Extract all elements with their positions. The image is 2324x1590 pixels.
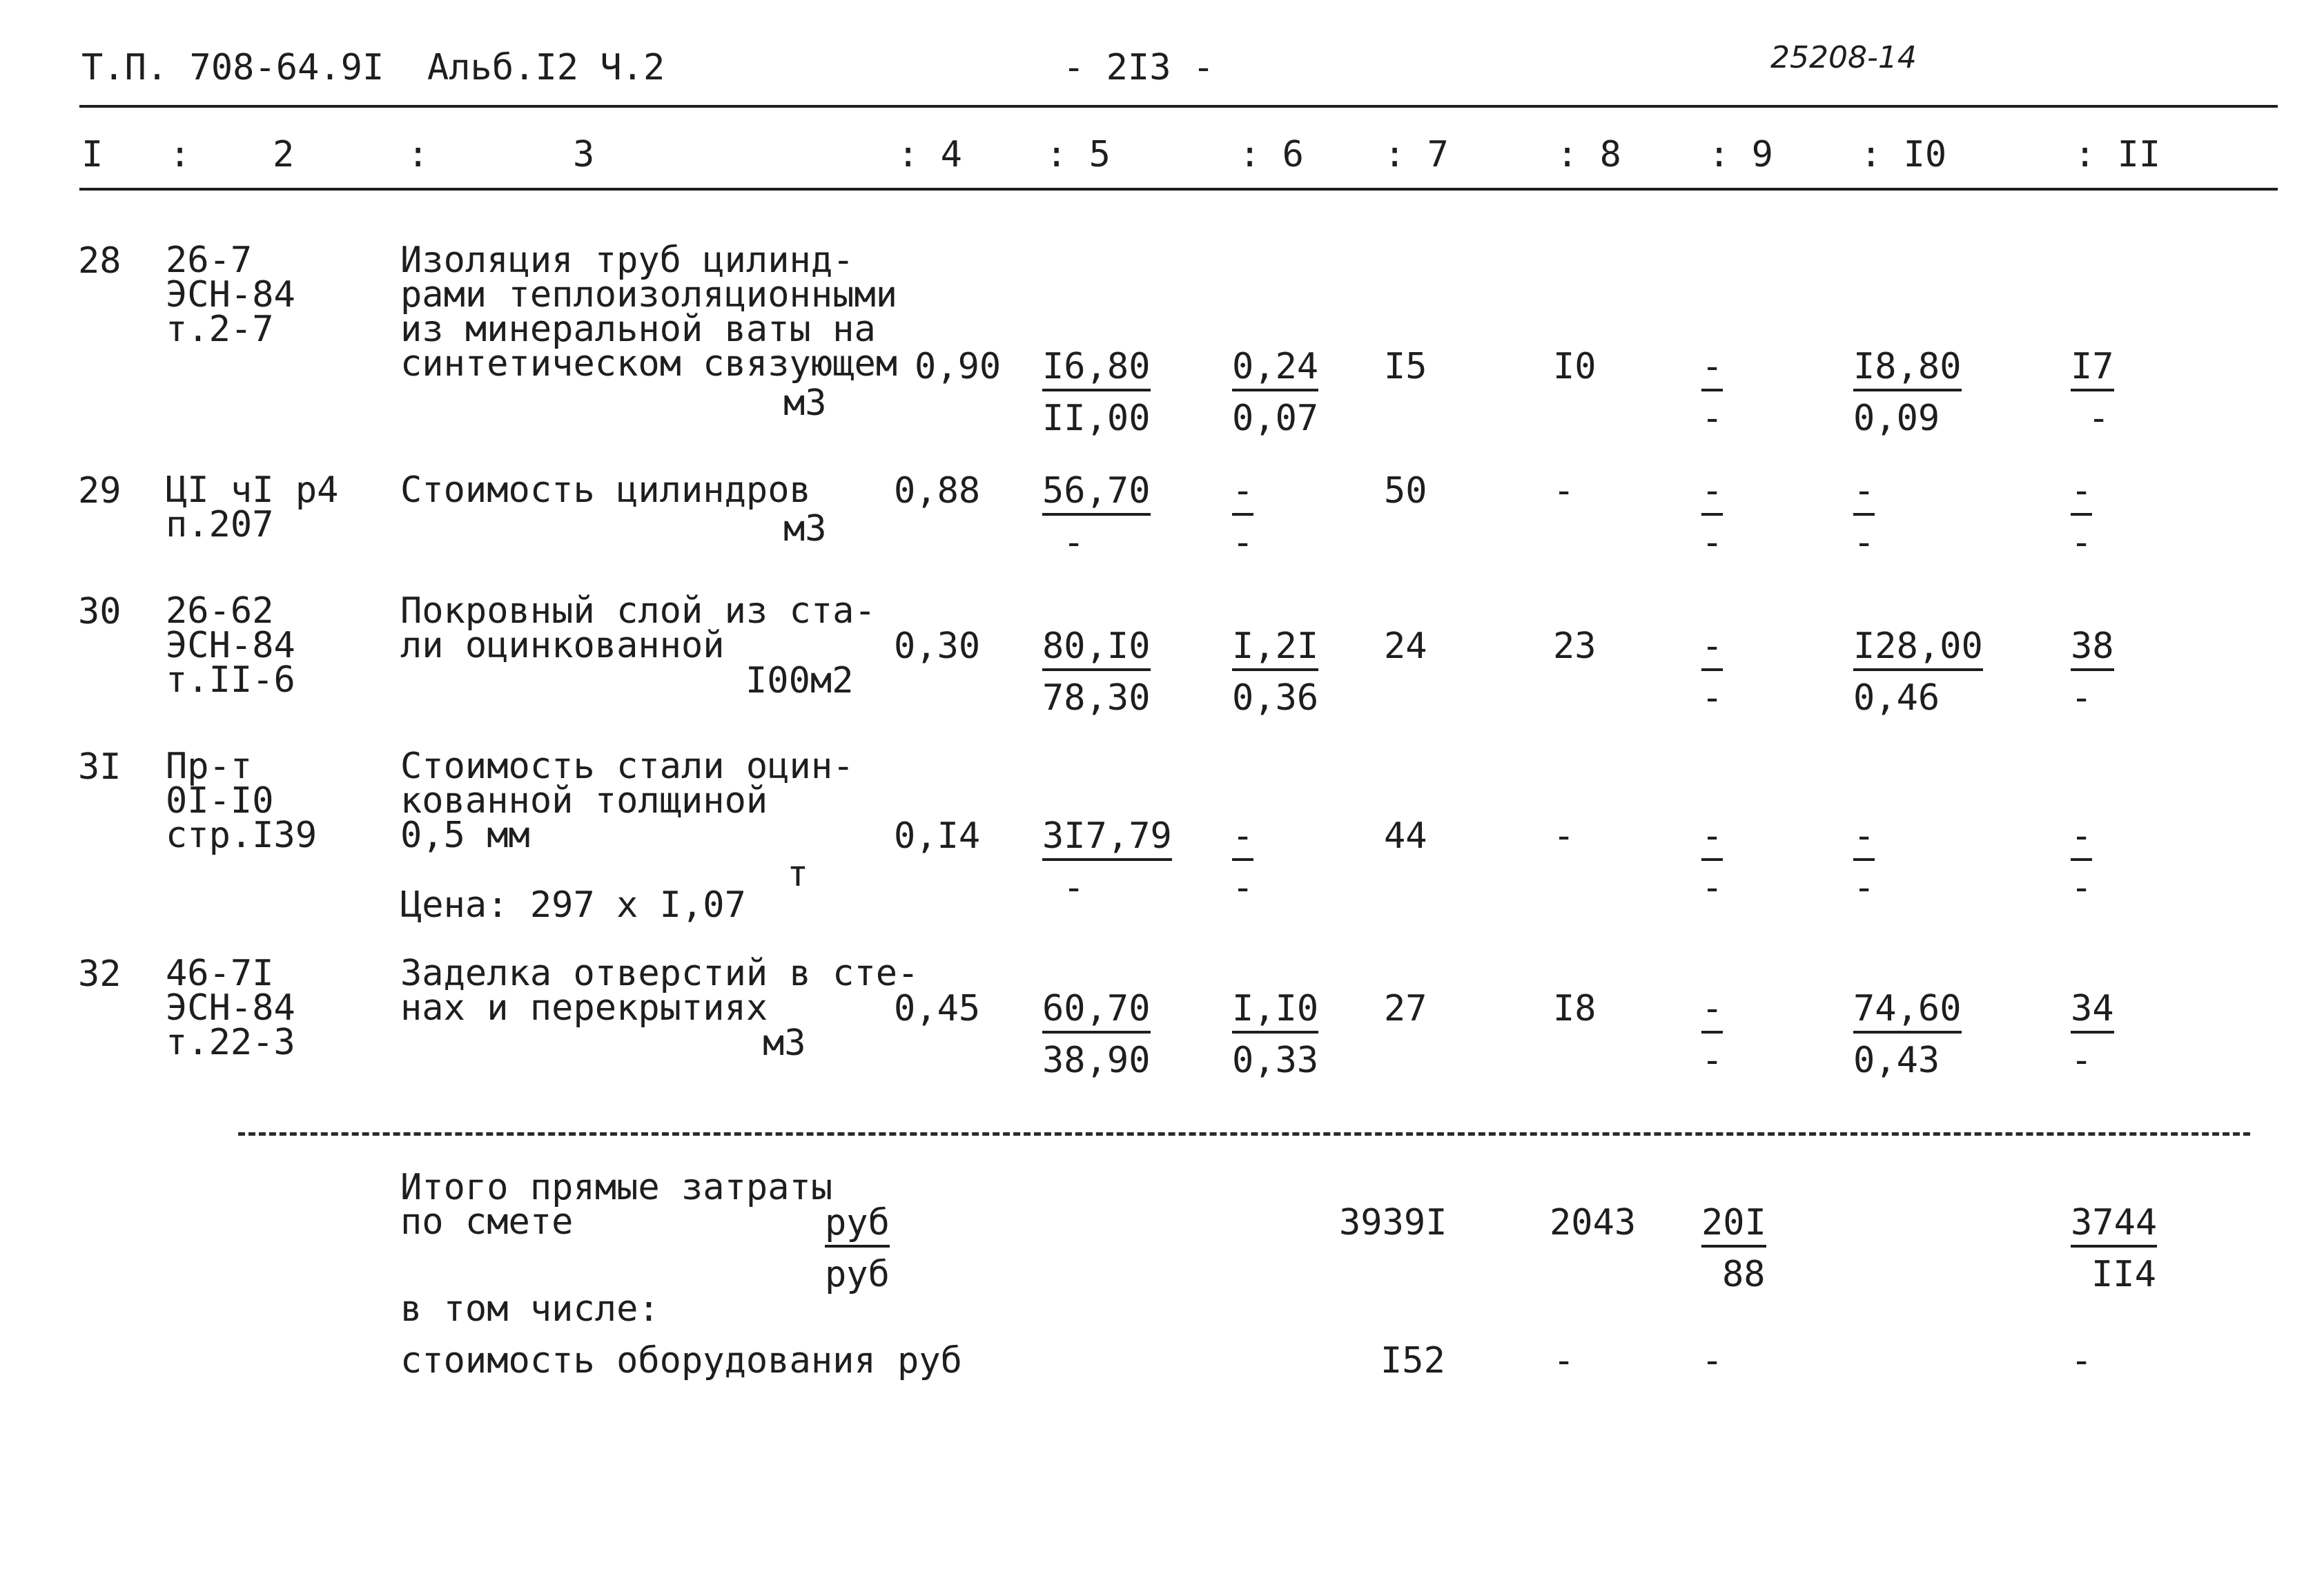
- quantity: 0,88: [894, 470, 981, 512]
- quantity: 0,I4: [894, 815, 981, 857]
- col-8-header: : 8: [1556, 134, 1621, 175]
- unit-cost-top: 80,I0: [1042, 628, 1151, 664]
- including-label: в том числе:: [400, 1288, 660, 1330]
- norm-code: Пр-т 0I-I0 стр.I39: [166, 746, 318, 856]
- equipment-cost-label: стоимость оборудования руб: [400, 1340, 962, 1381]
- c10-bottom: 0,43: [1853, 1040, 1940, 1081]
- col-2-header: 2: [273, 134, 295, 175]
- unit-cost-bottom: -: [1063, 522, 1085, 563]
- equipment-c9: -: [1701, 1340, 1724, 1381]
- unit-cost-bottom: 78,30: [1042, 677, 1151, 719]
- norm-code: ЦI чI р4 п.207: [166, 469, 339, 545]
- unit-cost-top: 56,70: [1042, 473, 1151, 509]
- totals-label: Итого прямые затраты по смете: [400, 1167, 833, 1243]
- totals-unit-1: руб: [825, 1205, 890, 1241]
- col-7-header: : 7: [1384, 134, 1449, 175]
- c7: I5: [1384, 346, 1427, 387]
- unit-cost-top: 60,70: [1042, 991, 1151, 1027]
- c11-bottom: -: [2071, 522, 2093, 563]
- unit: м3: [783, 382, 827, 424]
- col-5-header: : 5: [1046, 134, 1111, 175]
- price-note: Цена: 297 х I,07: [400, 884, 746, 926]
- header-bottom-rule: [79, 188, 2278, 191]
- c10-top: I28,00: [1853, 628, 1983, 664]
- unit: м3: [763, 1022, 806, 1064]
- norm-code: 46-7I ЭСН-84 т.22-3: [166, 953, 295, 1063]
- row-number: 29: [78, 470, 121, 512]
- c8: I0: [1553, 346, 1596, 387]
- equipment-c11: -: [2071, 1340, 2093, 1381]
- norm-code: 26-7 ЭСН-84 т.2-7: [166, 240, 295, 350]
- header-top-rule: [79, 105, 2278, 108]
- row-number: 30: [78, 591, 121, 632]
- unit: м3: [783, 508, 827, 550]
- unit-cost-top: I6,80: [1042, 349, 1151, 385]
- work-description: Стоимость цилиндров: [400, 469, 811, 511]
- c6-bottom: -: [1232, 522, 1254, 563]
- col-3-header: 3: [573, 134, 595, 175]
- c8: -: [1553, 815, 1575, 857]
- col-4-header: : 4: [897, 134, 962, 175]
- c7: 27: [1384, 988, 1427, 1029]
- handwritten-number: 25208-14: [1770, 40, 1917, 75]
- c9-bottom: -: [1701, 522, 1724, 563]
- work-description: Покровный слой из ста- ли оцинкованной: [400, 590, 876, 666]
- c6-top: -: [1232, 818, 1253, 854]
- c11-top: 38: [2071, 628, 2114, 664]
- totals-c11-bottom: II4: [2091, 1254, 2156, 1295]
- c7: 44: [1384, 815, 1427, 857]
- work-description: Изоляция труб цилинд- рами теплоизоляционными из минеральной ваты на синтетическом связующем: [400, 240, 898, 385]
- work-description: Стоимость стали оцин- кованной толщиной 0,5 мм: [400, 746, 855, 856]
- c6-top: 0,24: [1232, 349, 1318, 385]
- c9-bottom: -: [1701, 1040, 1724, 1081]
- document-reference: Т.П. 708-64.9I Альб.I2 Ч.2: [81, 47, 665, 88]
- c6-top: -: [1232, 473, 1253, 509]
- col-10-header: : I0: [1860, 134, 1947, 175]
- c8: 23: [1553, 626, 1596, 667]
- c11-top: I7: [2071, 349, 2114, 385]
- c11-bottom: -: [2071, 677, 2093, 719]
- c11-bottom: -: [2071, 1040, 2093, 1081]
- totals-c9-bottom: 88: [1722, 1254, 1766, 1295]
- row-number: 32: [78, 953, 121, 995]
- c7: 50: [1384, 470, 1427, 512]
- c6-bottom: 0,07: [1232, 398, 1319, 439]
- unit-cost-top: 3I7,79: [1042, 818, 1172, 854]
- totals-unit-2: руб: [825, 1254, 890, 1295]
- totals-separator-line: [238, 1132, 2250, 1136]
- unit-cost-bottom: -: [1063, 867, 1085, 909]
- c6-bottom: 0,33: [1232, 1040, 1319, 1081]
- unit: I00м2: [745, 660, 854, 701]
- col-1-header: I: [81, 134, 104, 175]
- c6-top: I,2I: [1232, 628, 1318, 664]
- c6-bottom: -: [1232, 867, 1254, 909]
- c9-bottom: -: [1701, 867, 1724, 909]
- equipment-c8: -: [1553, 1340, 1575, 1381]
- unit-cost-bottom: II,00: [1042, 398, 1151, 439]
- totals-c7: 3939I: [1339, 1202, 1447, 1243]
- col-sep: :: [169, 134, 191, 175]
- c11-top: 34: [2071, 991, 2114, 1027]
- equipment-c7: I52: [1380, 1340, 1445, 1381]
- col-sep: :: [407, 134, 429, 175]
- c11-bottom: -: [2088, 398, 2110, 439]
- page-number: - 2I3 -: [1063, 47, 1215, 88]
- totals-c9-top: 20I: [1701, 1205, 1766, 1241]
- totals-c8: 2043: [1550, 1202, 1637, 1243]
- c9-bottom: -: [1701, 677, 1724, 719]
- c8: I8: [1553, 988, 1596, 1029]
- c6-bottom: 0,36: [1232, 677, 1319, 719]
- unit-cost-bottom: 38,90: [1042, 1040, 1151, 1081]
- work-description: Заделка отверстий в сте- нах и перекрытиях: [400, 953, 919, 1029]
- col-6-header: : 6: [1239, 134, 1304, 175]
- c11-top: -: [2071, 818, 2092, 854]
- c11-bottom: -: [2071, 867, 2093, 909]
- c8: -: [1553, 470, 1575, 512]
- c7: 24: [1384, 626, 1427, 667]
- c10-top: -: [1853, 473, 1875, 509]
- quantity: 0,90: [915, 346, 1002, 387]
- quantity: 0,30: [894, 626, 981, 667]
- c11-top: -: [2071, 473, 2092, 509]
- totals-c11-top: 3744: [2071, 1205, 2157, 1241]
- c9-top: -: [1701, 818, 1723, 854]
- c10-bottom: 0,09: [1853, 398, 1940, 439]
- c10-top: I8,80: [1853, 349, 1962, 385]
- c9-top: -: [1701, 991, 1723, 1027]
- c6-top: I,I0: [1232, 991, 1318, 1027]
- c10-bottom: -: [1853, 522, 1875, 563]
- row-number: 28: [78, 240, 121, 282]
- quantity: 0,45: [894, 988, 981, 1029]
- c9-top: -: [1701, 473, 1723, 509]
- c10-top: 74,60: [1853, 991, 1962, 1027]
- col-11-header: : II: [2074, 134, 2161, 175]
- c10-top: -: [1853, 818, 1875, 854]
- col-9-header: : 9: [1708, 134, 1773, 175]
- norm-code: 26-62 ЭСН-84 т.II-6: [166, 590, 295, 701]
- c10-bottom: -: [1853, 867, 1875, 909]
- row-number: 3I: [78, 746, 121, 788]
- c9-bottom: -: [1701, 398, 1724, 439]
- c9-top: -: [1701, 628, 1723, 664]
- c9-top: -: [1701, 349, 1723, 385]
- unit: т: [787, 853, 809, 895]
- c10-bottom: 0,46: [1853, 677, 1940, 719]
